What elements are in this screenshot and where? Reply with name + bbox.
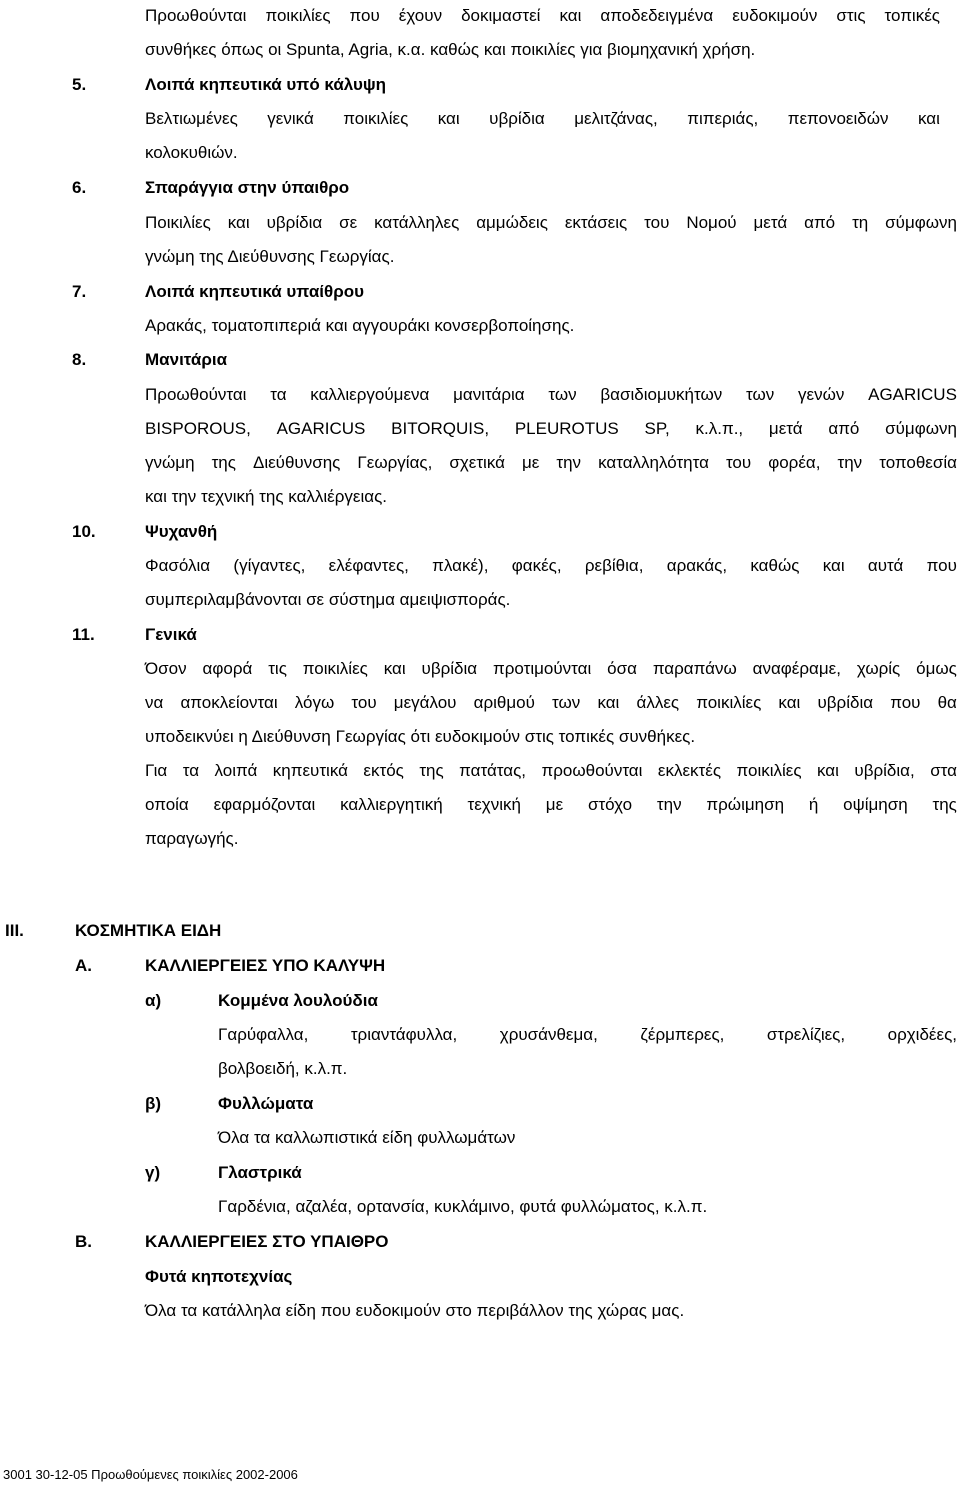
word: καθώς (750, 556, 800, 575)
word: υβρίδια (489, 109, 545, 128)
word: γνώμη (145, 453, 195, 472)
word: τη (852, 213, 869, 232)
word: από (804, 213, 836, 232)
word: μετά (753, 213, 788, 232)
item-11-line-1 (145, 659, 957, 679)
word: και (917, 109, 940, 128)
word: στις (836, 6, 866, 25)
word: τα (182, 761, 200, 780)
word: γενών (798, 385, 845, 404)
word: Ποικιλίες (145, 213, 211, 232)
sub-b-item-letter: β) (145, 1094, 162, 1113)
subsection-a-title: ΚΑΛΛΙΕΡΓΕΙΕΣ ΥΠΟ ΚΑΛΥΨΗ (145, 956, 386, 975)
item-11-line-6: παραγωγής. (145, 829, 239, 848)
item-11-line-3: υποδεικνύει η Διεύθυνση Γεωργίας ότι ευδοκιμούν στις τοπικές συνθήκες. (145, 727, 696, 746)
word: ζέρμπερες, (640, 1025, 725, 1044)
subsection-a-letter: Α. (75, 956, 92, 975)
word: αμμώδεις (476, 213, 548, 232)
word: αφορά (202, 659, 253, 678)
word: πλακέ), (432, 556, 489, 575)
subsection-b-letter: Β. (75, 1232, 92, 1251)
sub-a-item-heading: Κομμένα λουλούδια (218, 991, 378, 1010)
subsection-b-title: ΚΑΛΛΙΕΡΓΕΙΕΣ ΣΤΟ ΥΠΑΙΘΡΟ (145, 1232, 389, 1251)
word: από (828, 419, 860, 438)
word: BISPOROUS, (145, 419, 251, 438)
word: εκτάσεις (564, 213, 628, 232)
word: οψίμηση (843, 795, 908, 814)
word: σε (339, 213, 358, 232)
word: ποικιλίες (736, 761, 802, 780)
word: στρελίζιες, (766, 1025, 846, 1044)
word: στόχο (587, 795, 633, 814)
word: αποκλείονται (180, 693, 278, 712)
item-6-line-2: γνώμη της Διεύθυνσης Γεωργίας. (145, 247, 395, 266)
word: λόγω (294, 693, 335, 712)
item-8-line-1 (145, 385, 957, 405)
word: άλλες (636, 693, 680, 712)
word: πρώιμηση (706, 795, 785, 814)
word: ποικιλίες (302, 659, 368, 678)
word: γενικά (267, 109, 314, 128)
word: την (556, 453, 582, 472)
word: αυτά (867, 556, 904, 575)
word: αποδεδειγμένα (600, 6, 714, 25)
word: που (890, 693, 921, 712)
word: όμως (916, 659, 957, 678)
word: παραπάνω (652, 659, 737, 678)
word: ευδοκιμούν (732, 6, 818, 25)
word: κατάλληλες (374, 213, 460, 232)
word: και (437, 109, 460, 128)
word: μανιτάρια (453, 385, 525, 404)
word: κ.λ.π., (695, 419, 744, 438)
word: καλλιεργούμενα (310, 385, 430, 404)
word: τις (268, 659, 287, 678)
word: τεχνική (467, 795, 521, 814)
word: των (552, 693, 581, 712)
item-11-line-5 (145, 795, 957, 815)
item-5-line-2: κολοκυθιών. (145, 143, 238, 162)
word: ποικιλίες (265, 6, 331, 25)
word: του (351, 693, 377, 712)
item-heading-11: Γενικά (145, 625, 197, 644)
word: PLEUROTUS (514, 419, 619, 438)
word: BITORQUIS, (391, 419, 490, 438)
word: ή (808, 795, 819, 814)
word: στα (930, 761, 957, 780)
word: Νομού (686, 213, 737, 232)
word: των (548, 385, 577, 404)
word: να (145, 693, 164, 712)
word: και (227, 213, 250, 232)
word: σύμφωνη (885, 419, 957, 438)
item-8-line-4: και την τεχνική της καλλιέργειας. (145, 487, 388, 506)
sub-b-item-heading: Φυλλώματα (218, 1094, 314, 1113)
word: κηπευτικά (272, 761, 348, 780)
item-number-7: 7. (72, 282, 87, 301)
word: εφαρμόζονται (213, 795, 316, 814)
word: όσα (607, 659, 637, 678)
item-8-line-3 (145, 453, 957, 473)
item-heading-10: Ψυχανθή (145, 522, 218, 541)
word: λοιπά (214, 761, 258, 780)
word: και (778, 693, 801, 712)
word: του (725, 453, 752, 472)
item-11-line-4 (145, 761, 957, 781)
word: αριθμού (473, 693, 535, 712)
sub-a-item-letter: α) (145, 991, 162, 1010)
word: Όσον (145, 659, 187, 678)
item-heading-8: Μανιτάρια (145, 350, 228, 369)
word: φακές, (511, 556, 562, 575)
item-number-5: 5. (72, 75, 87, 94)
word: και (597, 693, 620, 712)
word: πιπεριάς, (687, 109, 759, 128)
word: σχετικά (449, 453, 505, 472)
item-number-6: 6. (72, 178, 87, 197)
word: προτιμούνται (493, 659, 592, 678)
word: υβρίδια (817, 693, 874, 712)
word: των (746, 385, 775, 404)
sub-b-item-line-1: Όλα τα καλλωπιστικά είδη φυλλωμάτων (218, 1128, 516, 1147)
word: μεγάλου (393, 693, 457, 712)
word: και (559, 6, 582, 25)
section-3-number: III. (5, 921, 24, 940)
word: τριαντάφυλλα, (350, 1025, 458, 1044)
word: σύμφωνη (885, 213, 957, 232)
word: δοκιμαστεί (461, 6, 541, 25)
intro-line-1 (145, 6, 940, 26)
word: αναφέραμε, (752, 659, 841, 678)
word: υβρίδια, (854, 761, 915, 780)
word: ελέφαντες, (328, 556, 409, 575)
page-footer: 3001 30-12-05 Προωθούμενες ποικιλίες 2002-2006 (3, 1467, 298, 1482)
word: της (211, 453, 236, 472)
word: AGARICUS (276, 419, 366, 438)
word: οποία (145, 795, 189, 814)
word: καλλιεργητική (340, 795, 443, 814)
word: μελιτζάνας, (574, 109, 658, 128)
item-10-line-1 (145, 556, 957, 576)
word: ποικιλίες (696, 693, 762, 712)
word: πατάτας, (459, 761, 527, 780)
word: υβρίδια (421, 659, 478, 678)
word: χωρίς (856, 659, 901, 678)
word: Γαρύφαλλα, (218, 1025, 309, 1044)
word: ποικιλίες (343, 109, 409, 128)
word: εκτός (363, 761, 404, 780)
word: εκλεκτές (657, 761, 722, 780)
item-number-8: 8. (72, 350, 87, 369)
word: μετά (768, 419, 803, 438)
word: την (837, 453, 863, 472)
word: βασιδιομυκήτων (600, 385, 723, 404)
word: ορχιδέες, (887, 1025, 957, 1044)
word: Φασόλια (145, 556, 211, 575)
item-10-line-2: συμπεριλαμβάνονται σε σύστημα αμειψισποράς. (145, 590, 511, 609)
subsection-b-heading: Φυτά κηποτεχνίας (145, 1267, 293, 1286)
sub-c-item-line-1: Γαρδένια, αζαλέα, ορτανσία, κυκλάμινο, φυτά φυλλώματος, κ.λ.π. (218, 1197, 708, 1216)
item-number-10: 10. (72, 522, 96, 541)
word: προωθούνται (541, 761, 643, 780)
word: αρακάς, (666, 556, 728, 575)
word: υβρίδια (266, 213, 323, 232)
word: Βελτιωμένες (145, 109, 238, 128)
word: της (932, 795, 957, 814)
item-5-line-1 (145, 109, 940, 129)
item-heading-5: Λοιπά κηπευτικά υπό κάλυψη (145, 75, 387, 94)
word: τα (270, 385, 287, 404)
word: καταλληλότητα (598, 453, 709, 472)
word: με (545, 795, 564, 814)
word: χρυσάνθεμα, (499, 1025, 598, 1044)
word: Προωθούνται (145, 385, 247, 404)
word: του (644, 213, 670, 232)
word: και (822, 556, 845, 575)
word: έχουν (398, 6, 443, 25)
sub-a-item-line-1 (218, 1025, 957, 1045)
item-heading-7: Λοιπά κηπευτικά υπαίθρου (145, 282, 364, 301)
word: (γίγαντες, (233, 556, 306, 575)
word: Προωθούνται (145, 6, 247, 25)
word: AGARICUS (868, 385, 957, 404)
intro-line-2: συνθήκες όπως οι Spunta, Agria, κ.α. καθώς και ποικιλίες για βιομηχανική χρήση. (145, 40, 756, 59)
word: Για (145, 761, 168, 780)
sub-c-item-letter: γ) (145, 1163, 161, 1182)
word: Διεύθυνσης (252, 453, 341, 472)
section-3-title: ΚΟΣΜΗΤΙΚΑ ΕΙΔΗ (75, 921, 222, 940)
word: της (419, 761, 444, 780)
word: την (656, 795, 682, 814)
item-7-line-1: Αρακάς, τοματοπιπεριά και αγγουράκι κονσερβοποίησης. (145, 316, 575, 335)
word: τοπικές (884, 6, 940, 25)
word: τοποθεσία (879, 453, 957, 472)
item-8-line-2 (145, 419, 957, 439)
word: πεπονοειδών (787, 109, 889, 128)
item-heading-6: Σπαράγγια στην ύπαιθρο (145, 178, 350, 197)
word: και (383, 659, 406, 678)
word: Γεωργίας, (357, 453, 433, 472)
item-number-11: 11. (72, 625, 95, 644)
word: και (817, 761, 839, 780)
word: φορέα, (768, 453, 821, 472)
word: θα (937, 693, 957, 712)
word: ρεβίθια, (584, 556, 644, 575)
sub-c-item-heading: Γλαστρικά (218, 1163, 302, 1182)
item-6-line-1 (145, 213, 957, 233)
word: που (349, 6, 380, 25)
subsection-b-line: Όλα τα κατάλληλα είδη που ευδοκιμούν στο περιβάλλον της χώρας μας. (145, 1301, 685, 1320)
sub-a-item-line-2: βολβοειδή, κ.λ.π. (218, 1059, 348, 1078)
word: με (521, 453, 540, 472)
item-11-line-2 (145, 693, 957, 713)
word: SP, (644, 419, 670, 438)
word: που (926, 556, 957, 575)
